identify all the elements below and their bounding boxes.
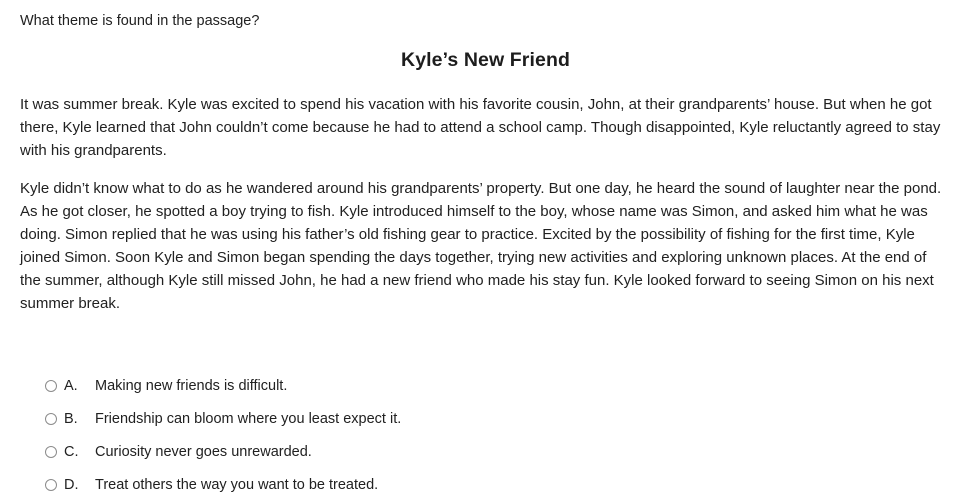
option-letter-d: D.: [64, 477, 79, 493]
answer-option-d[interactable]: [45, 478, 951, 492]
option-letter-a: A.: [64, 378, 78, 394]
option-text-a: Making new friends is difficult.: [95, 378, 288, 394]
radio-button-a[interactable]: [45, 380, 57, 392]
passage-paragraph-1: It was summer break. Kyle was excited to spend his vacation with his favorite cousin, John, at their grandparents’ house. But when he got there, Kyle learned that John couldn’t come because he had to attend a school camp. Though disappointed, Kyle reluctantly agreed to stay with his grandparents.: [20, 96, 941, 159]
answer-options: [45, 379, 951, 492]
option-text-b: Friendship can bloom where you least expect it.: [95, 411, 402, 427]
answer-option-b[interactable]: [45, 412, 951, 426]
passage-title: Kyle’s New Friend: [401, 49, 570, 71]
radio-button-d[interactable]: [45, 479, 57, 491]
answer-option-a[interactable]: [45, 379, 951, 393]
option-text-d: Treat others the way you want to be treated.: [95, 477, 379, 493]
radio-button-b[interactable]: [45, 413, 57, 425]
answer-option-c[interactable]: [45, 445, 951, 459]
passage-paragraph-2: Kyle didn’t know what to do as he wandered around his grandparents’ property. But one day, he heard the sound of laughter near the pond. As he got closer, he spotted a boy trying to fish. Kyle introduced himself to the boy, whose name was Simon, and asked him what he was doing. Simon replied that he was using his father’s old fishing gear to practice. Excited by the possibility of fishing for the first time, Kyle joined Simon. Soon Kyle and Simon began spending the days together, trying new activities and exploring unknown places. At the end of the summer, although Kyle still missed John, he had a new friend who made his stay fun. Kyle looked forward to seeing Simon on his next summer break.: [20, 180, 942, 312]
option-text-c: Curiosity never goes unrewarded.: [95, 444, 312, 460]
option-letter-b: B.: [64, 411, 78, 427]
option-letter-c: C.: [64, 444, 79, 460]
radio-button-c[interactable]: [45, 446, 57, 458]
question-text: What theme is found in the passage?: [20, 13, 260, 29]
